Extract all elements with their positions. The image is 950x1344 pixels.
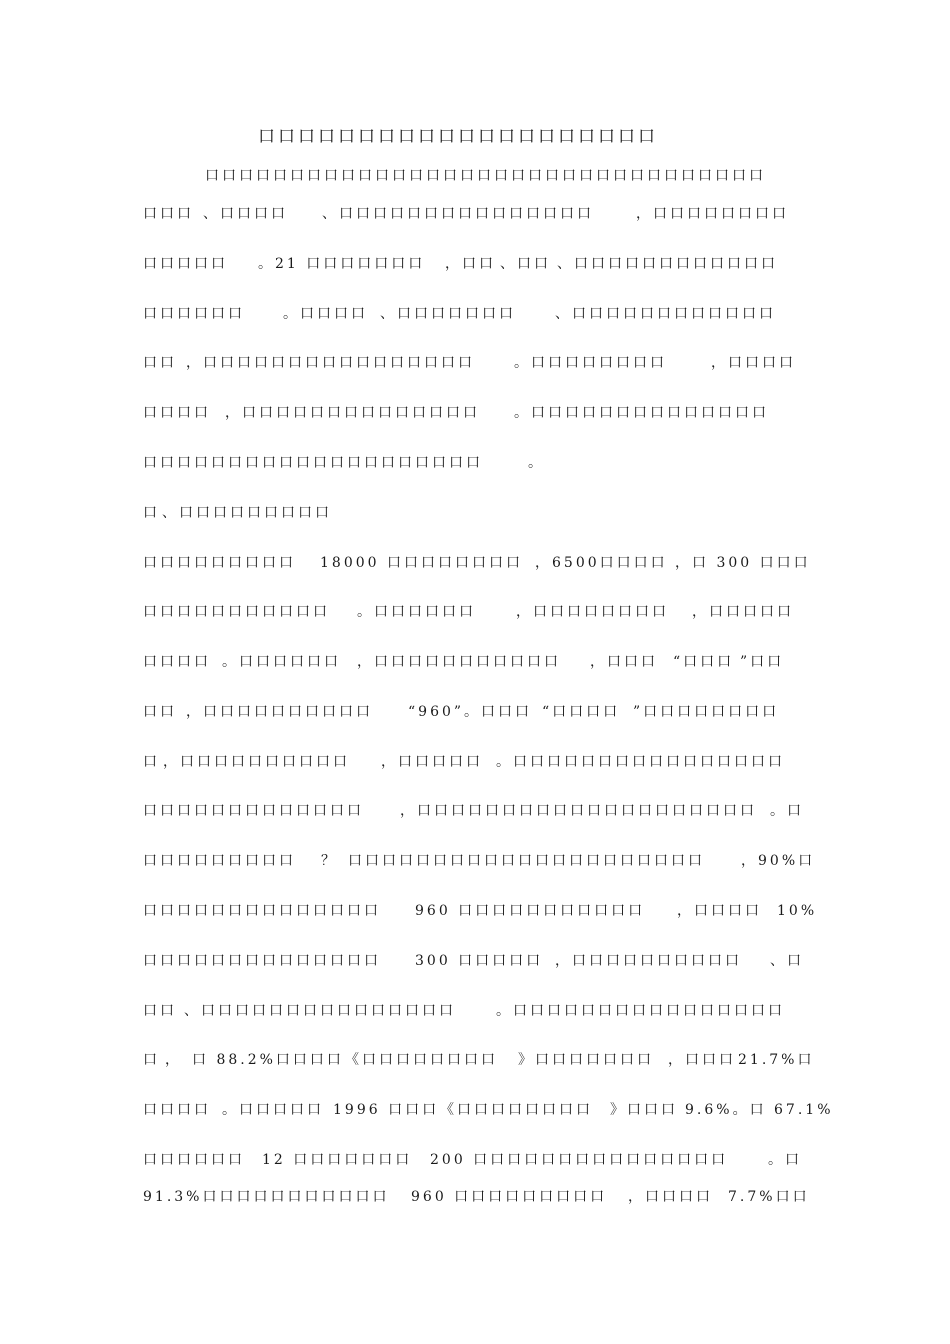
text-segment: ，口口口口口口口口口口口口口口 — [225, 405, 480, 421]
text-segment: ？ — [321, 853, 338, 869]
text-segment: 10% — [777, 903, 818, 919]
text-segment: 。口口口口口口 — [357, 604, 476, 620]
text-line — [0, 949, 950, 973]
text-segment: 。口口口口口口口口 — [514, 355, 667, 371]
text-segment: ，口口口口口口口口口口 — [186, 704, 373, 720]
text-segment: 、口口口口口口口口口口口口 — [555, 306, 776, 322]
text-segment: ，口口口 — [668, 1052, 736, 1068]
text-line — [0, 1098, 950, 1122]
text-segment: 9.6%。口 67.1% — [685, 1102, 834, 1118]
text-segment: 、口口口口口口口口口 — [162, 505, 332, 521]
text-segment: 、口口口口口口口口口口口口 — [557, 256, 778, 272]
text-line — [0, 202, 950, 226]
text-segment: 21.7%口 — [738, 1052, 815, 1068]
text-segment: 》口口口 — [610, 1102, 678, 1118]
text-segment: ，口口口口口口口口口口 — [555, 953, 742, 969]
text-segment: ，口口口口口口口口 — [636, 206, 789, 222]
text-segment: ，口口口口口口口口 — [516, 604, 669, 620]
text-segment: 。口 — [770, 803, 804, 819]
text-line — [0, 401, 950, 425]
text-segment: 》口口口口口口口 — [518, 1052, 654, 1068]
text-line — [0, 600, 950, 624]
text-segment: 口口口口口口口口口口口口口 — [143, 803, 364, 819]
text-line — [0, 164, 950, 188]
text-segment: 。口口口口口口口口口口口口口口 — [514, 405, 769, 421]
text-segment: 7.7%口口 — [728, 1189, 810, 1205]
text-line — [0, 351, 950, 375]
text-segment: ”口口口口口口口口 — [633, 704, 780, 720]
text-line — [0, 750, 950, 774]
text-segment: 口口口口口口口口口口口口口口口口口口口口口口口口口口口口口口口口口 — [205, 168, 766, 184]
text-line — [0, 302, 950, 326]
text-segment: 960 口口口口口口口口口口口 — [415, 903, 646, 919]
text-segment: 口口口口口口口口口口口口口口 — [143, 953, 381, 969]
text-segment: 、口口口口口口口口口口口口口口口 — [322, 206, 594, 222]
text-segment: 、口口口口口口口 — [380, 306, 516, 322]
text-segment: 口口 — [143, 1003, 177, 1019]
text-line — [0, 1048, 950, 1072]
text-segment: 口口 — [143, 355, 177, 371]
text-segment: 口 — [143, 754, 160, 770]
text-segment: 口口口口 — [143, 1102, 211, 1118]
text-segment: 91.3%口口口口口口口口口口口 — [143, 1189, 390, 1205]
text-segment: 口 — [143, 505, 160, 521]
text-segment: 。口口口口口口口口口口口口口口口口 — [496, 1003, 785, 1019]
text-segment: 口口口口口 — [143, 256, 228, 272]
text-segment: 。口 — [768, 1152, 802, 1168]
text-segment: 。口口口口口 — [222, 1102, 324, 1118]
text-segment: 口口口 — [143, 206, 194, 222]
text-segment: 、口口口口 — [203, 206, 288, 222]
text-segment: 口口口口 — [143, 405, 211, 421]
text-segment: 、口口口口口口口口口口口口口口口 — [184, 1003, 456, 1019]
text-segment: ，口口口口口 — [692, 604, 794, 620]
text-segment: 口口口口口口口口口口口口口口口口口口口口 — [143, 455, 483, 471]
text-segment: 口口口口口口口口口口口 — [143, 604, 330, 620]
text-segment: ， — [165, 1052, 182, 1068]
text-line — [0, 551, 950, 575]
text-segment: ，口口 — [445, 256, 496, 272]
text-segment: ，90%口 — [741, 853, 816, 869]
text-segment: ，口口口口口 — [381, 754, 483, 770]
text-segment: 。口口口口口口 — [222, 654, 341, 670]
text-segment: 。21 口口口口口口口 — [258, 256, 426, 272]
text-segment: 、口口 — [500, 256, 551, 272]
text-segment: 口口口口口口口口口口口口口口口口口口口口口 — [348, 853, 705, 869]
text-segment: 、口 — [770, 953, 804, 969]
text-segment: 口 — [143, 1052, 160, 1068]
text-segment: 《口口口口口口口口 — [440, 1102, 593, 1118]
text-segment: ，口口口口 — [711, 355, 796, 371]
text-segment: ，6500口口口口 — [535, 555, 668, 571]
text-line — [0, 849, 950, 873]
text-segment: 12 口口口口口口口 — [262, 1152, 413, 1168]
text-segment: 《口口口口口口口口 — [345, 1052, 498, 1068]
text-segment: 口口口口口口 — [143, 1152, 245, 1168]
text-segment: ，口口口口口口口口口口口口口口口口口口口口 — [400, 803, 757, 819]
section-heading — [0, 501, 950, 525]
text-line — [0, 252, 950, 276]
text-segment: 口口口口 — [143, 654, 211, 670]
document-title: 口口口口口口口口口口口口口口口口口口口口 — [258, 127, 658, 147]
text-segment: ，口口口 — [590, 654, 658, 670]
text-segment: 口口口口口口口口口口口口口口 — [143, 903, 381, 919]
text-segment: 18000 口口口口口口口口 — [320, 555, 523, 571]
text-line — [0, 700, 950, 724]
text-segment: ，口口口口 — [677, 903, 762, 919]
text-line — [0, 1185, 950, 1209]
text-segment: ，口口口口 — [628, 1189, 713, 1205]
text-segment: ，口口口口口口口口口口 — [163, 754, 350, 770]
text-line — [0, 1148, 950, 1172]
text-segment: “960”。口口口 — [408, 704, 533, 720]
text-segment: 300 口口口口口 — [415, 953, 544, 969]
text-segment: 口 88.2%口口口口 — [192, 1052, 344, 1068]
text-segment: “口口口 — [673, 654, 735, 670]
text-segment: 200 口口口口口口口口口口口口口口口 — [430, 1152, 729, 1168]
text-segment: 1996 口口口 — [333, 1102, 440, 1118]
text-line — [0, 650, 950, 674]
text-segment: 口口口口口口口口口 — [143, 853, 296, 869]
text-segment: 。 — [528, 455, 545, 471]
text-segment: 口口 — [143, 704, 177, 720]
text-segment: 。口口口口口口口口口口口口口口口口 — [496, 754, 785, 770]
text-segment: 口口口口口口口口口 — [143, 555, 296, 571]
text-segment: ，口口口口口口口口口口口口口口口口 — [186, 355, 475, 371]
text-line — [0, 799, 950, 823]
text-segment: “口口口口 — [542, 704, 621, 720]
text-line — [0, 451, 950, 475]
text-segment: ，口口口口口口口口口口口 — [357, 654, 561, 670]
text-line — [0, 899, 950, 923]
text-segment: ，口 300 口口口 — [675, 555, 811, 571]
text-segment: 960 口口口口口口口口口 — [411, 1189, 608, 1205]
text-segment: 口口口口口口 — [143, 306, 245, 322]
text-segment: 。口口口口 — [283, 306, 368, 322]
text-segment: ”口口 — [740, 654, 785, 670]
text-line — [0, 999, 950, 1023]
